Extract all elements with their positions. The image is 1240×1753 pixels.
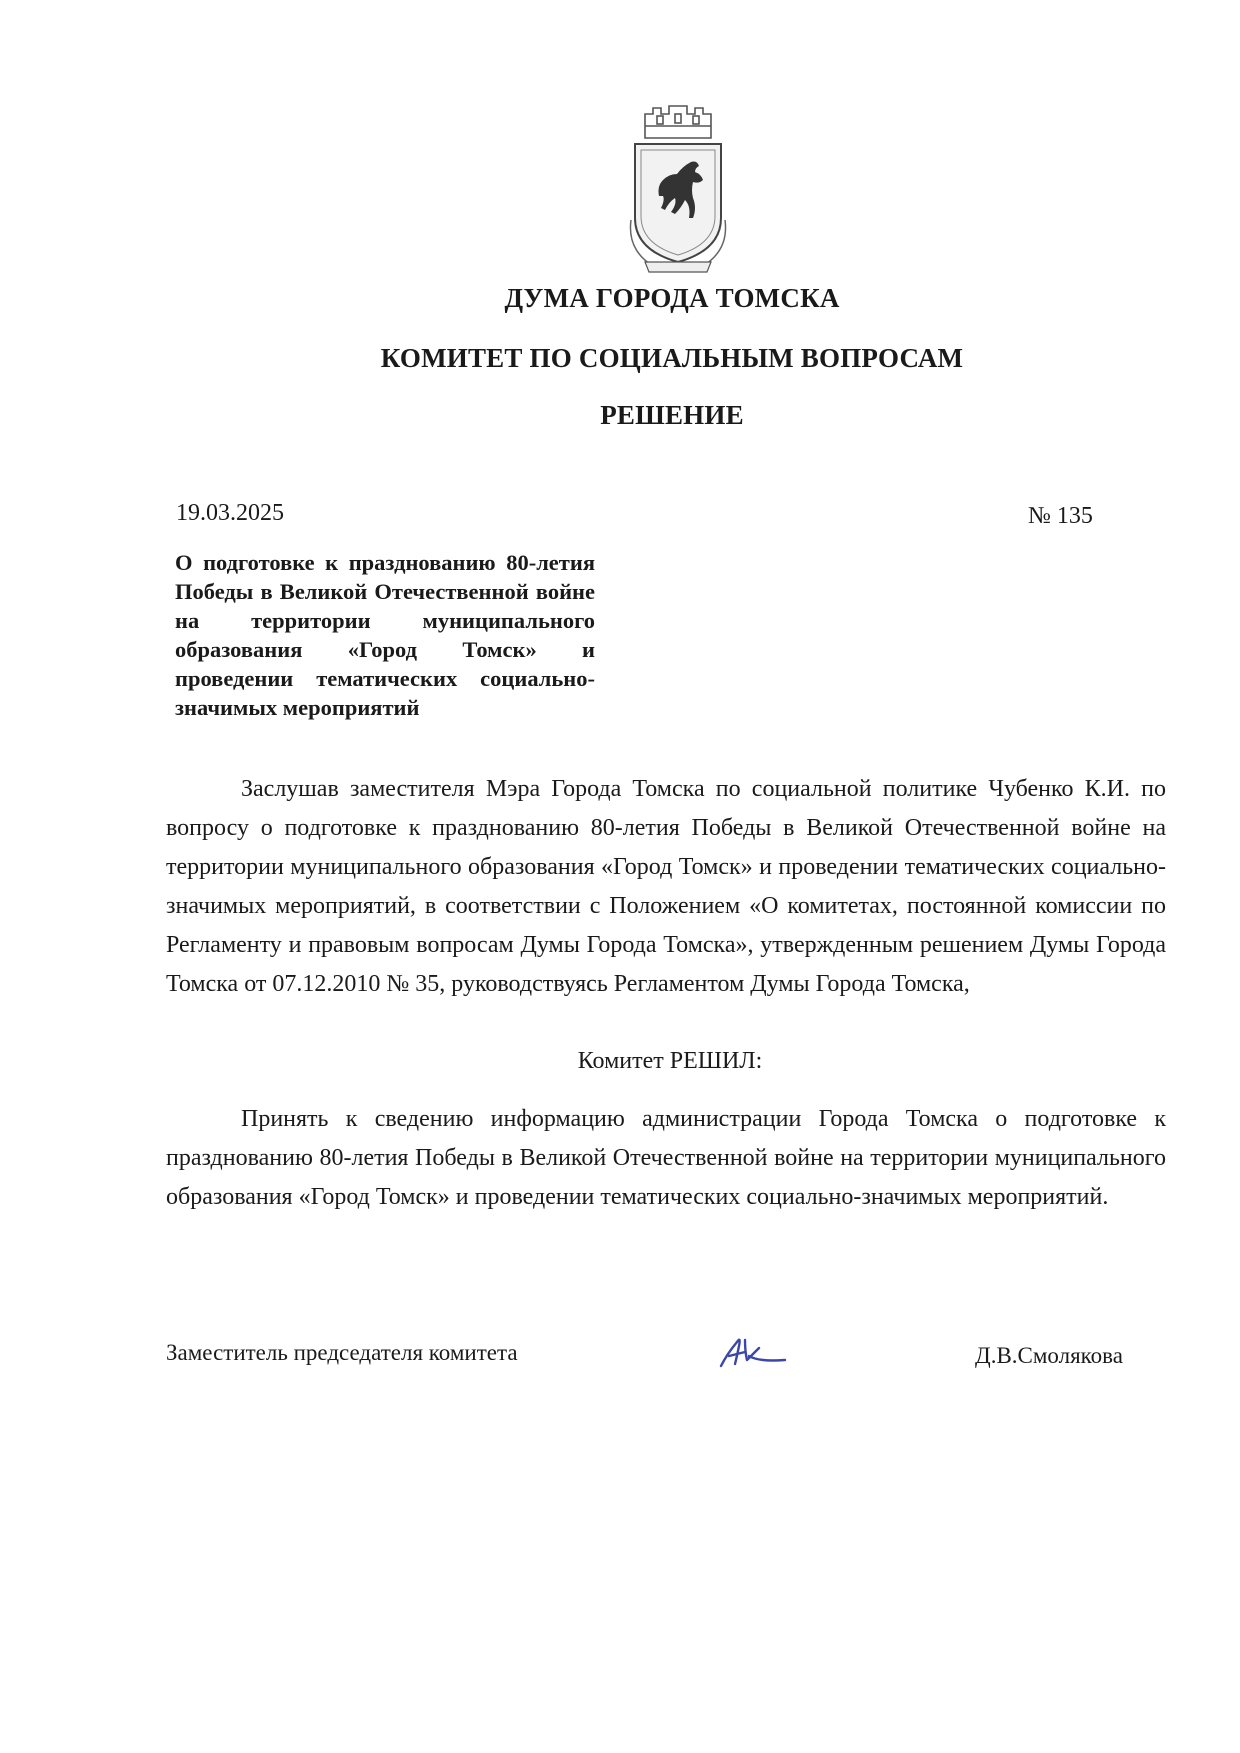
organization-title: ДУМА ГОРОДА ТОМСКА: [504, 283, 840, 313]
signatory-name: Д.В.Смолякова: [975, 1343, 1123, 1368]
handwritten-signature-icon: [715, 1330, 795, 1375]
preamble-paragraph: Заслушав заместителя Мэра Города Томска по социальной политике Чубенко К.И. по вопросу о подготовке к празднованию 80-летия Победы в Великой Отечественной войне на территории муниципального образования «Город Томск» и проведении тематических социально-значимых мероприятий, в соответствии с Положением «О комитетах, постоянной комиссии по Регламенту и правовым вопросам Думы Города Томска», утвержденным решением Думы Города Томска от 07.12.2010 № 35, руководствуясь Регламентом Думы Города Томска,: [166, 776, 1166, 997]
document-type: РЕШЕНИЕ: [600, 400, 744, 430]
resolved-label: Комитет РЕШИЛ:: [577, 1048, 763, 1074]
tomsk-coat-of-arms-icon: [623, 100, 733, 278]
document-number: № 135: [1028, 503, 1093, 529]
document-date: 19.03.2025: [176, 500, 284, 526]
decision-paragraph: Принять к сведению информацию администрации Города Томска о подготовке к празднованию 80-летия Победы в Великой Отечественной войне на территории муниципального образования «Город Томск» и проведении тематических социально-значимых мероприятий.: [166, 1106, 1166, 1210]
committee-title: КОМИТЕТ ПО СОЦИАЛЬНЫМ ВОПРОСАМ: [380, 343, 964, 373]
document-subject: О подготовке к празднованию 80-летия Победы в Великой Отечественной войне на территории муниципального образования «Город Томск» и проведении тематических социально-значимых мероприятий: [175, 550, 595, 720]
signatory-position: Заместитель председателя комитета: [166, 1340, 518, 1365]
